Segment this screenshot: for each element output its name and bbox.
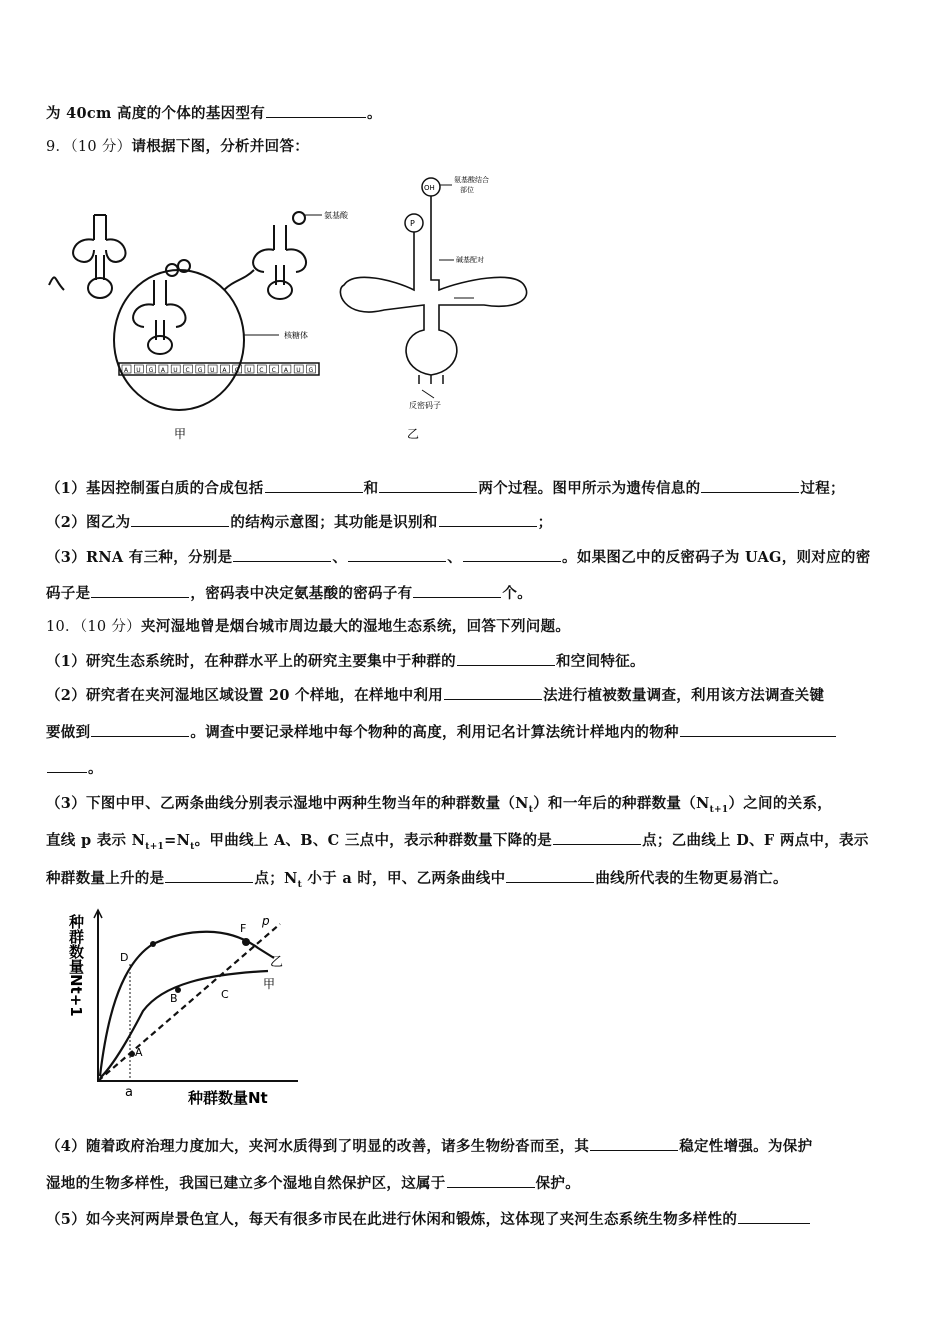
q10-p5	[46, 1209, 906, 1230]
amino-acid-3	[293, 212, 305, 224]
legend-yi: 乙	[270, 955, 284, 970]
answer-blank[interactable]	[444, 685, 542, 700]
answer-blank[interactable]	[590, 1136, 678, 1151]
x-axis-label: 种群数量Nt	[188, 1089, 268, 1107]
q9-p2-c: ；	[537, 514, 553, 531]
trna-stem-1	[94, 215, 106, 240]
q8-tail-text: 为 40cm 高度的个体的基因型有	[46, 105, 266, 122]
q10-p3-a: （3）下图中甲、乙两条曲线分别表示湿地中两种生物当年的种群数量（N	[46, 795, 529, 812]
q10-p4	[46, 1136, 906, 1157]
x-tick-a: a	[125, 1085, 133, 1100]
ribosome	[114, 270, 244, 410]
legend-jia: 甲	[263, 977, 276, 991]
q10-p1	[46, 651, 906, 672]
q9-p1	[46, 478, 906, 499]
answer-blank[interactable]	[439, 512, 537, 527]
mrna-base: U	[173, 367, 178, 374]
label-oh: OH	[424, 184, 435, 192]
label-p: p	[262, 914, 270, 928]
answer-blank[interactable]	[553, 830, 641, 845]
q9-p3b-c: 个。	[502, 585, 533, 602]
label-base-pairing: 碱基配对	[456, 256, 484, 264]
mrna-base: U	[296, 367, 301, 374]
curve-jia	[100, 971, 268, 1078]
label-c-point: C	[221, 988, 229, 1001]
q10-p2b	[46, 722, 906, 743]
question-score: （10 分）	[79, 619, 141, 635]
q10-p2b-a: 要做到	[46, 724, 91, 741]
trna-stem-3	[274, 225, 286, 250]
q10-p3c-c: 小于 a 时，甲、乙两条曲线中	[302, 870, 506, 887]
q9-p3-a: （3）RNA 有三种，分别是	[46, 549, 233, 566]
answer-blank[interactable]	[680, 722, 836, 737]
line-p	[98, 924, 280, 1081]
q10-p3b-b: =N	[164, 832, 191, 849]
label-p: P	[410, 219, 415, 228]
mrna-base: C	[259, 367, 264, 374]
subscript: t+1	[145, 841, 165, 852]
q10-p1-b: 和空间特征。	[556, 653, 645, 670]
mrna-base: G	[308, 367, 314, 374]
mrna-base: A	[124, 367, 129, 374]
trna-cloverleaf	[340, 196, 526, 375]
answer-blank[interactable]	[348, 547, 446, 562]
q10-p3b-c: 。甲曲线上 A、B、C 三点中，表示种群数量下降的是	[194, 832, 553, 849]
label-f-point: F	[240, 922, 247, 935]
q10-p3-c: ）之间的关系，	[728, 795, 833, 812]
q9-p1-c: 两个过程。图甲所示为遗传信息的	[478, 480, 701, 497]
mrna-base: G	[148, 367, 154, 374]
answer-blank[interactable]	[265, 478, 363, 493]
mrna-base: A	[222, 367, 227, 374]
translation-figure	[44, 170, 544, 450]
q10-p3b-d: 点；乙曲线上 D、F 两点中，表示	[642, 832, 869, 849]
answer-blank[interactable]	[165, 868, 253, 883]
point-f	[242, 938, 250, 946]
q10-p1-a: （1）研究生态系统时，在种群水平上的研究主要集中于种群的	[46, 653, 456, 670]
answer-blank[interactable]	[379, 478, 477, 493]
question-number: 10．	[46, 619, 80, 635]
answer-blank[interactable]	[463, 547, 561, 562]
mrna-base: C	[271, 367, 276, 374]
label-d-point: D	[120, 951, 129, 964]
q9-p1-d: 过程；	[800, 480, 845, 497]
q10-p3c-b: 点；N	[254, 870, 298, 887]
q10-p4b	[46, 1173, 906, 1194]
q10-p3b	[46, 830, 906, 857]
label-aa-site: 氨基酸结合	[454, 176, 489, 184]
answer-blank[interactable]	[91, 583, 189, 598]
population-chart	[58, 906, 298, 1111]
q9-p3	[46, 547, 906, 568]
q10-header	[46, 617, 906, 637]
q9-header	[46, 137, 906, 157]
q9-p2	[46, 512, 906, 533]
mrna-base: U	[247, 367, 252, 374]
q9-p2-b: 的结构示意图；其功能是识别和	[230, 514, 438, 531]
answer-blank[interactable]	[233, 547, 331, 562]
label-yi: 乙	[407, 427, 420, 441]
trna-stem-2	[154, 280, 166, 305]
answer-blank[interactable]	[266, 103, 366, 118]
question-number: 9．	[46, 139, 71, 155]
mrna-base: A	[160, 367, 166, 374]
q10-p2b-b: 。调查中要记录样地中每个物种的高度，利用记名计算法统计样地内的物种	[190, 724, 679, 741]
label-aa-site-2: 部位	[460, 186, 474, 194]
q10-p3b-a: 直线 p 表示 N	[46, 832, 146, 849]
q10-p2c-a: 。	[88, 760, 103, 777]
q10-p4-a: （4）随着政府治理力度加大，夹河水质得到了明显的改善，诸多生物纷沓而至，其	[46, 1138, 590, 1155]
subscript: t+1	[709, 804, 729, 815]
y-axis-label: 种群数量Nt+1	[67, 914, 85, 1017]
answer-blank[interactable]	[447, 1173, 535, 1188]
q8-tail-post: 。	[367, 105, 382, 122]
q10-p2c	[46, 758, 906, 779]
label-amino-acid: 氨基酸	[324, 211, 348, 220]
q10-p2-a: （2）研究者在夹河湿地区域设置 20 个样地，在样地中利用	[46, 687, 444, 704]
answer-blank[interactable]	[506, 868, 594, 883]
subscript: t	[528, 804, 534, 815]
q9-p1-b: 和	[363, 480, 379, 497]
q10-p3c-d: 曲线所代表的生物更易消亡。	[595, 870, 788, 887]
mrna-base: U	[210, 367, 215, 374]
label-ribosome: 核糖体	[284, 331, 308, 340]
mrna-base: C	[185, 367, 190, 374]
mrna-base: A	[283, 367, 289, 374]
answer-blank[interactable]	[701, 478, 799, 493]
q10-p3c-a: 种群数量上升的是	[46, 870, 165, 887]
q9-p3-c: 、	[447, 549, 463, 566]
answer-blank[interactable]	[131, 512, 229, 527]
mrna-tail-left	[49, 277, 64, 290]
label-jia: 甲	[174, 427, 187, 441]
q10-p4-b: 稳定性增强。为保护	[679, 1138, 813, 1155]
q10-p2-b: 法进行植被数量调查，利用该方法调查关键	[543, 687, 825, 704]
q10-p4b-a: 湿地的生物多样性，我国已建立多个湿地自然保护区，这属于	[46, 1175, 446, 1192]
label-anticodon: 反密码子	[409, 401, 441, 410]
q10-p3-b: ）和一年后的种群数量（N	[533, 795, 710, 812]
q9-p3b	[46, 583, 906, 604]
q10-p2	[46, 685, 906, 706]
subscript: t	[297, 879, 303, 890]
answer-blank[interactable]	[47, 758, 87, 773]
label-a-point: A	[135, 1046, 143, 1059]
mrna-base: U	[136, 367, 141, 374]
answer-blank[interactable]	[457, 651, 555, 666]
mrna-base: G	[197, 367, 203, 374]
question-prompt: 请根据下图，分析并回答：	[131, 138, 310, 155]
answer-blank[interactable]	[738, 1209, 810, 1224]
q10-p3	[46, 794, 906, 820]
q9-p1-a: （1）基因控制蛋白质的合成包括	[46, 480, 264, 497]
q9-p2-a: （2）图乙为	[46, 514, 131, 531]
answer-blank[interactable]	[91, 722, 189, 737]
q9-p3b-a: 码子是	[46, 585, 91, 602]
q10-p5-a: （5）如今夹河两岸景色宜人，每天有很多市民在此进行休闲和锻炼，这体现了夹河生态系统生物多样性的	[46, 1211, 738, 1228]
q10-p4b-b: 保护。	[535, 1175, 581, 1192]
mrna-base: C	[234, 367, 239, 374]
q8-tail-line	[46, 103, 906, 124]
q9-p3-b: 、	[332, 549, 348, 566]
label-b-point: B	[170, 992, 178, 1005]
question-prompt: 夹河湿地曾是烟台城市周边最大的湿地生态系统，回答下列问题。	[140, 618, 571, 635]
point-d	[150, 941, 156, 947]
q10-p3c	[46, 868, 906, 895]
answer-blank[interactable]	[413, 583, 501, 598]
q9-p3-d: 。如果图乙中的反密码子为 UAG，则对应的密	[562, 549, 871, 566]
subscript: t	[190, 841, 195, 852]
q9-p3b-b: ，密码表中决定氨基酸的密码子有	[190, 585, 413, 602]
question-score: （10 分）	[70, 139, 132, 155]
